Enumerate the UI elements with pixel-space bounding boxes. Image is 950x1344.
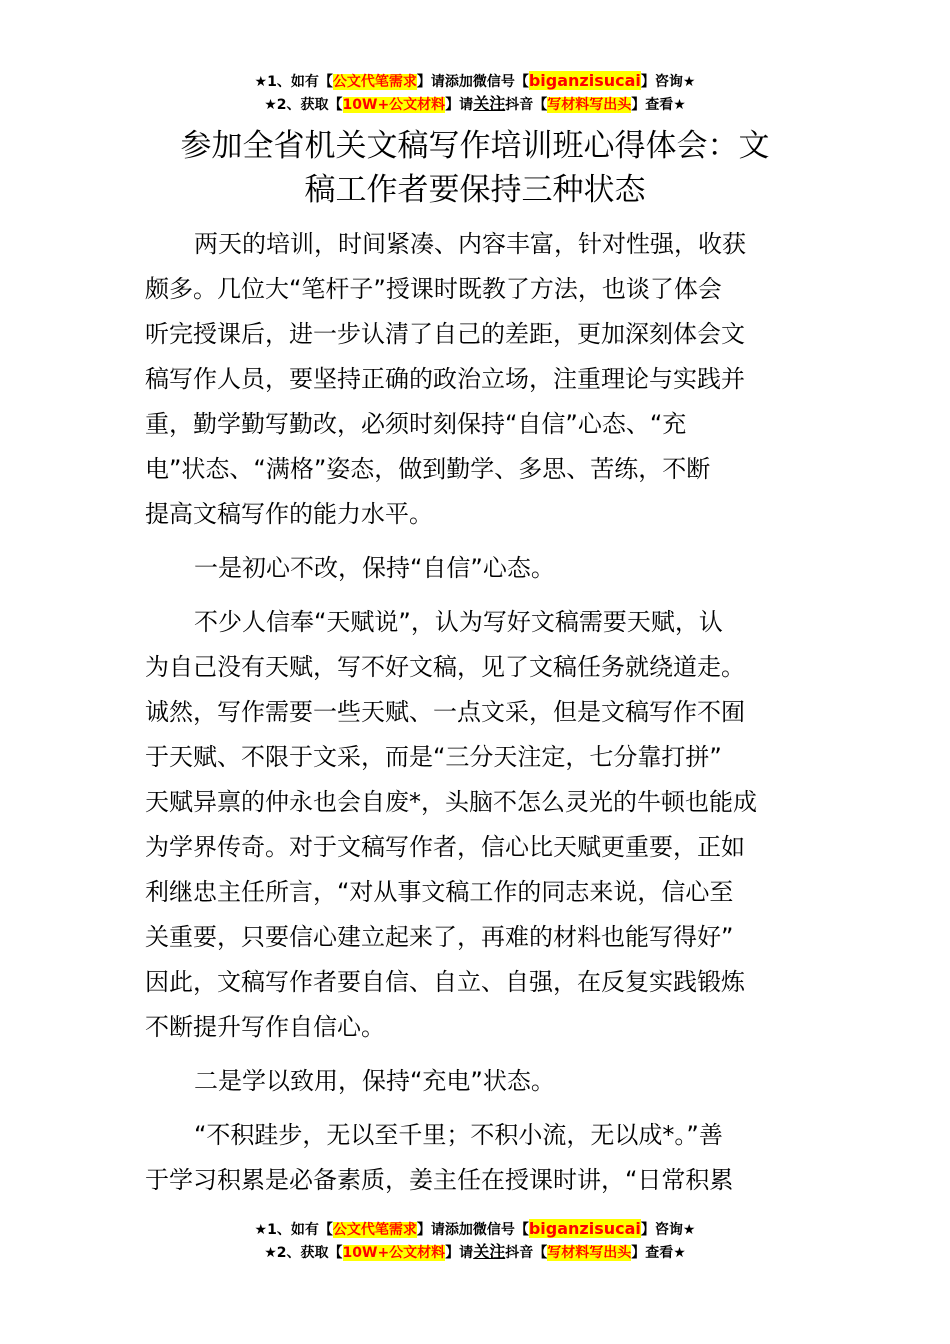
paragraph-gap	[145, 1050, 810, 1059]
text-line: 为学界传奇。对于文稿写作者，信心比天赋更重要，正如	[145, 833, 745, 861]
banner-line-1	[0, 70, 950, 93]
banner-text: ★2、获取【	[264, 1245, 343, 1261]
text-line: 于天赋、不限于文采，而是“三分天注定，七分靠打拼”	[145, 743, 722, 771]
text-line: 关重要，只要信心建立起来了，再难的材料也能写得好”	[145, 923, 734, 951]
banner-text: 抖音【	[505, 97, 548, 113]
text-line: 不断提升写作自信心。	[145, 1013, 385, 1041]
banner-line-1	[0, 1218, 950, 1241]
text-line: 听完授课后，进一步认清了自己的差距，更加深刻体会文	[145, 320, 745, 348]
text-line: 诚然，写作需要一些天赋、一点文采，但是文稿写作不囿	[145, 698, 745, 726]
text-line: 重，勤学勤写勤改，必须时刻保持“自信”心态、“充	[145, 410, 687, 438]
text-line: 稿写作人员，要坚持正确的政治立场，注重理论与实践并	[145, 365, 745, 393]
banner-text: ★1、如有【	[254, 1222, 333, 1238]
banner-underline: 关注	[473, 94, 506, 113]
text-line: 不少人信奉“天赋说”，认为写好文稿需要天赋，认	[194, 608, 723, 636]
document-body	[145, 222, 810, 1203]
paragraph-2	[145, 600, 810, 1050]
banner-highlight: 公文代笔需求	[332, 1222, 417, 1238]
paragraph-gap	[145, 1104, 810, 1113]
banner-highlight: 10W+公文材料	[342, 1245, 446, 1261]
text-line: “不积跬步，无以至千里；不积小流，无以成*。”善	[194, 1121, 723, 1149]
text-line: 利继忠主任所言，“对从事文稿工作的同志来说，信心至	[145, 878, 734, 906]
paragraph-gap	[145, 537, 810, 546]
bottom-banner	[0, 1218, 950, 1264]
paragraph-gap	[145, 591, 810, 600]
banner-text: 】请	[445, 1245, 474, 1261]
banner-line-2	[0, 93, 950, 116]
banner-text: 】咨询★	[640, 1222, 696, 1238]
wechat-id-highlight: biganzisucai	[528, 71, 641, 90]
text-line: 颇多。几位大“笔杆子”授课时既教了方法，也谈了体会	[145, 275, 722, 303]
banner-text: 】请添加	[416, 1222, 473, 1238]
text-line: 天赋异禀的仲永也会自废*，头脑不怎么灵光的牛顿也能成	[145, 788, 757, 816]
title-line: 参加全省机关文稿写作培训班心得体会：文	[180, 128, 770, 164]
paragraph-1	[145, 222, 810, 537]
top-banner	[0, 70, 950, 116]
section-heading-1: 一是初心不改，保持“自信”心态。	[194, 554, 555, 582]
banner-text: 】查看★	[631, 97, 686, 113]
banner-text: 微信号【	[472, 1222, 529, 1238]
banner-text: 】请	[445, 97, 474, 113]
text-line: 提高文稿写作的能力水平。	[145, 500, 433, 528]
banner-text: 微信号【	[472, 74, 529, 90]
title-line: 稿工作者要保持三种状态	[304, 172, 646, 208]
douyin-highlight: 写材料写出头	[547, 97, 632, 113]
section-heading-2: 二是学以致用，保持“充电”状态。	[194, 1067, 555, 1095]
banner-text: ★2、获取【	[264, 97, 343, 113]
banner-underline: 关注	[473, 1242, 506, 1261]
text-line: 两天的培训，时间紧凑、内容丰富，针对性强，收获	[194, 230, 746, 258]
douyin-highlight: 写材料写出头	[547, 1245, 632, 1261]
banner-line-2	[0, 1241, 950, 1264]
banner-text: ★1、如有【	[254, 74, 333, 90]
banner-highlight: 公文代笔需求	[332, 74, 417, 90]
banner-text: 】请添加	[416, 74, 473, 90]
wechat-id-highlight: biganzisucai	[528, 1219, 641, 1238]
text-line: 于学习积累是必备素质，姜主任在授课时讲，“日常积累	[145, 1166, 734, 1194]
paragraph-3	[145, 1113, 810, 1203]
text-line: 电”状态、“满格”姿态，做到勤学、多思、苦练，不断	[145, 455, 711, 483]
document-title	[140, 124, 810, 212]
banner-text: 】查看★	[631, 1245, 686, 1261]
banner-text: 】咨询★	[640, 74, 696, 90]
banner-text: 抖音【	[505, 1245, 548, 1261]
text-line: 为自己没有天赋，写不好文稿，见了文稿任务就绕道走。	[145, 653, 745, 681]
banner-highlight: 10W+公文材料	[342, 97, 446, 113]
text-line: 因此，文稿写作者要自信、自立、自强，在反复实践锻炼	[145, 968, 745, 996]
